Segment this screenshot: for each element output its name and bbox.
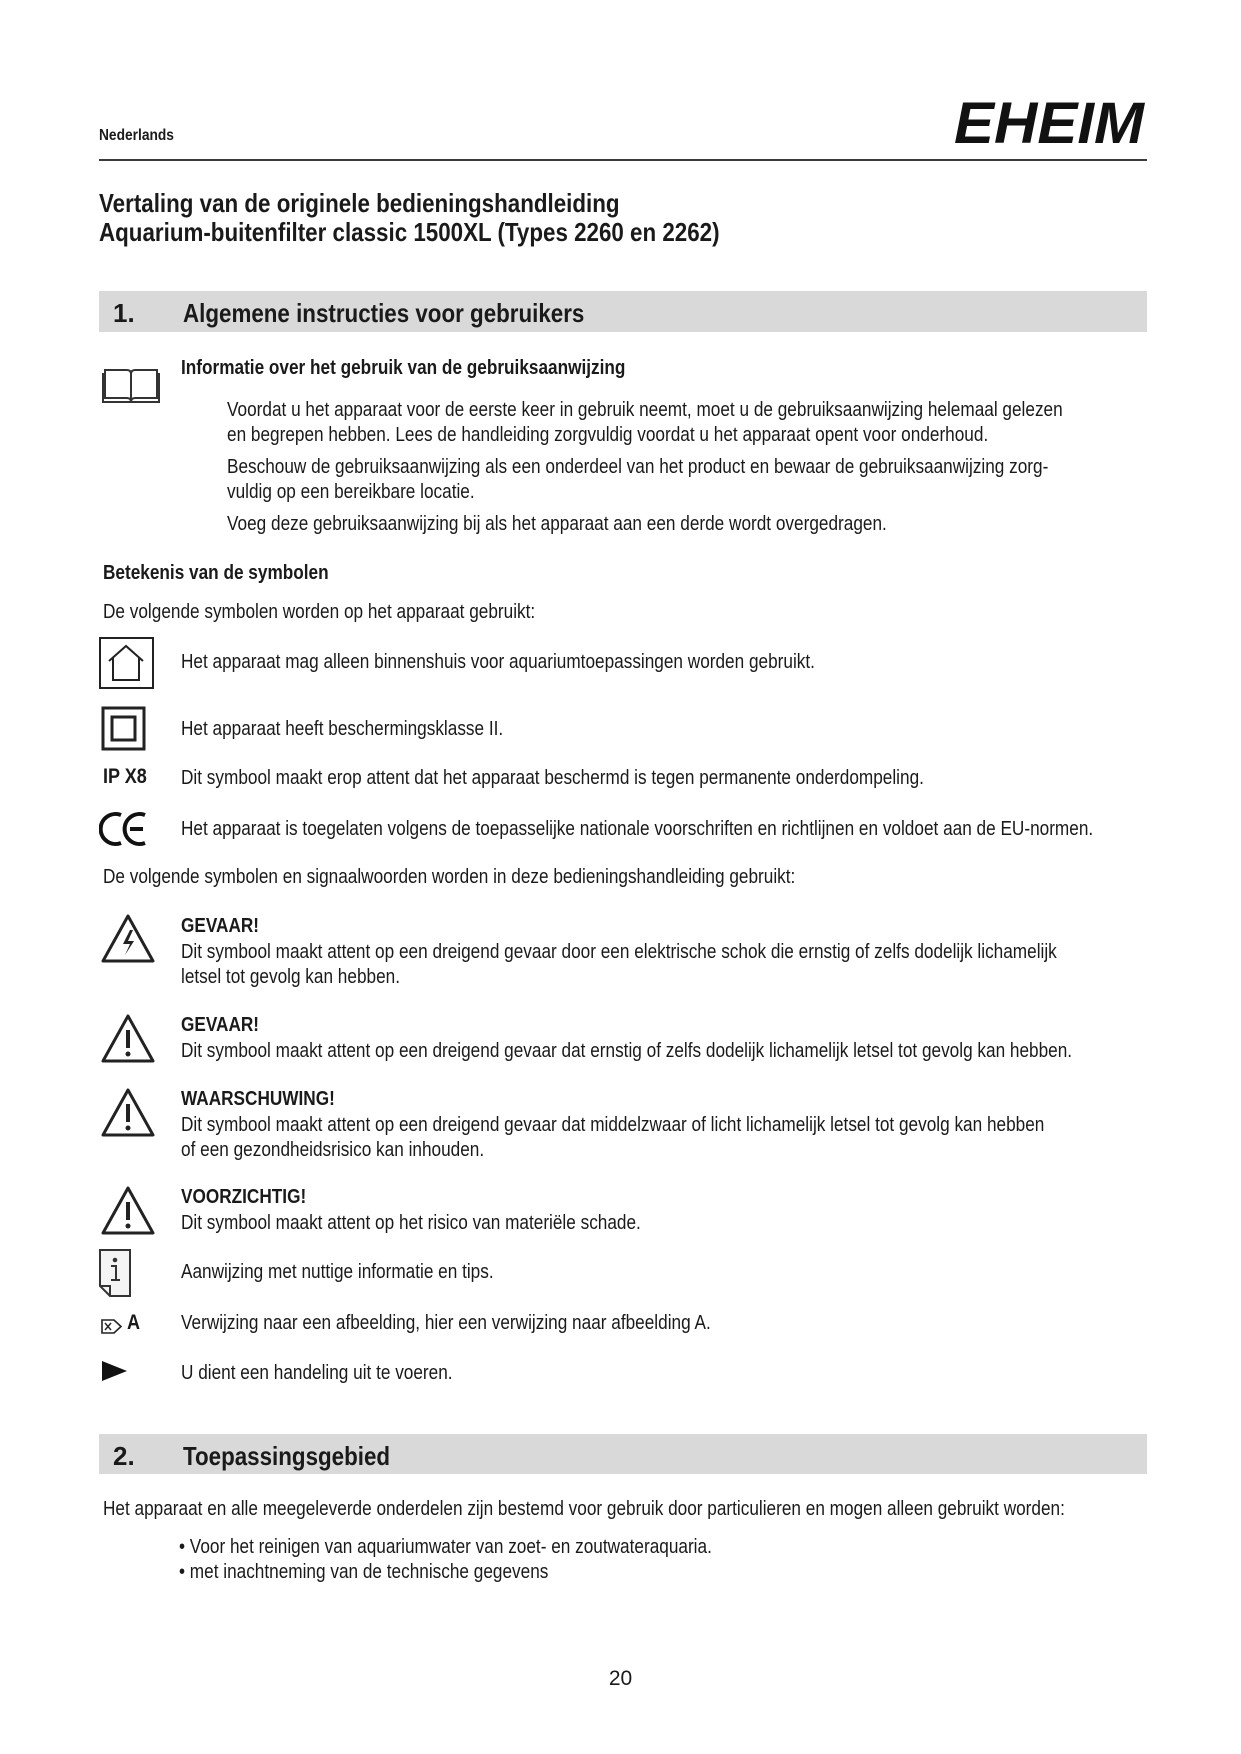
section-2-number: 2.: [113, 1441, 135, 1471]
protection-class-ii-icon: [101, 706, 146, 751]
symbol-text-action: U dient een handeling uit te voeren.: [181, 1362, 453, 1384]
symbol-text-ce: Het apparaat is toegelaten volgens de toepasselijke nationale voorschriften en richtlijnen en voldoet aan de EU-normen.: [181, 818, 1094, 840]
signal-title-danger: GEVAAR!: [181, 1014, 260, 1036]
info-paragraph-1: Voordat u het apparaat voor de eerste keer in gebruik neemt, moet u de gebruiksaanwijzing helemaal gelezen en begrepen hebben. Lees de handleiding zorgvuldig voordat u het apparaat opent voor onderhoud.: [227, 399, 1063, 446]
signal-title-caution: VOORZICHTIG!: [181, 1186, 307, 1208]
document-title-line1: Vertaling van de originele bedieningshandleiding: [99, 188, 620, 218]
symbol-text-figure-reference: Verwijzing naar een afbeelding, hier een verwijzing naar afbeelding A.: [181, 1312, 711, 1334]
info-heading: Informatie over het gebruik van de gebruiksaanwijzing: [181, 357, 626, 379]
document-title-line2: Aquarium-buitenfilter classic 1500XL (Types 2260 en 2262): [99, 217, 720, 247]
svg-text:EHEIM: EHEIM: [954, 95, 1146, 151]
section-2-title: Toepassingsgebied: [183, 1441, 391, 1471]
section-1-title: Algemene instructies voor gebruikers: [183, 298, 585, 328]
ce-mark-icon: [99, 810, 151, 848]
symbols-intro: De volgende symbolen worden op het apparaat gebruikt:: [103, 601, 536, 623]
symbols-heading: Betekenis van de symbolen: [103, 562, 329, 584]
signal-text-warning: Dit symbool maakt attent op een dreigend gevaar dat middelzwaar of licht lichamelijk letsel tot gevolg kan hebben of een gezondheidsrisico kan inhouden.: [181, 1114, 1045, 1161]
figure-reference-label: A: [127, 1311, 141, 1334]
section-2-bullet-1: • Voor het reinigen van aquariumwater van zoet- en zoutwateraquaria.: [179, 1536, 712, 1558]
page-number: 20: [608, 1667, 633, 1690]
house-icon: [99, 637, 154, 689]
section-2-bullet-2: • met inachtneming van de technische gegevens: [179, 1561, 549, 1583]
action-arrow-icon: [101, 1360, 128, 1382]
signal-intro: De volgende symbolen en signaalwoorden worden in deze bedieningshandleiding gebruikt:: [103, 866, 796, 888]
warning-icon: [100, 1087, 156, 1139]
signal-text-danger: Dit symbool maakt attent op een dreigend gevaar dat ernstig of zelfs dodelijk lichamelijk letsel tot gevolg kan hebben.: [181, 1040, 1073, 1062]
section-2-intro: Het apparaat en alle meegeleverde onderdelen zijn bestemd voor gebruik door particulieren en mogen alleen gebruikt worden:: [103, 1498, 1065, 1520]
symbol-text-info: Aanwijzing met nuttige informatie en tips.: [181, 1261, 494, 1283]
info-paragraph-3: Voeg deze gebruiksaanwijzing bij als het apparaat aan een derde wordt overgedragen.: [227, 513, 887, 535]
signal-title-warning: WAARSCHUWING!: [181, 1088, 335, 1110]
info-paragraph-2: Beschouw de gebruiksaanwijzing als een onderdeel van het product en bewaar de gebruiksaanwijzing zorg- vuldig op een bereikbare locatie.: [227, 456, 1049, 503]
signal-text-electric: Dit symbool maakt attent op een dreigend gevaar door een elektrische schok die ernstig of zelfs dodelijk lichamelijk letsel tot gevolg kan hebben.: [181, 941, 1057, 988]
symbol-text-ipx8: Dit symbool maakt erop attent dat het apparaat beschermd is tegen permanente onderdompeling.: [181, 767, 924, 789]
eheim-logo: [948, 95, 1148, 151]
section-1-number: 1.: [113, 298, 135, 328]
symbol-text-house: Het apparaat mag alleen binnenshuis voor aquariumtoepassingen worden gebruikt.: [181, 651, 815, 673]
danger-warning-icon: [100, 1013, 156, 1065]
signal-title-electric: GEVAAR!: [181, 915, 260, 937]
language-label: Nederlands: [99, 127, 174, 144]
ipx8-label: IP X8: [103, 765, 147, 788]
book-icon: [101, 364, 161, 406]
figure-reference-icon: [101, 1318, 123, 1335]
info-note-icon: [98, 1248, 132, 1298]
section-1-header: [99, 291, 1147, 332]
signal-text-caution: Dit symbool maakt attent op het risico van materiële schade.: [181, 1212, 641, 1234]
caution-icon: [100, 1185, 156, 1237]
electric-hazard-icon: [100, 913, 156, 965]
section-2-header: [99, 1434, 1147, 1474]
symbol-text-class-ii: Het apparaat heeft beschermingsklasse II.: [181, 718, 504, 740]
header-divider: [99, 159, 1147, 161]
